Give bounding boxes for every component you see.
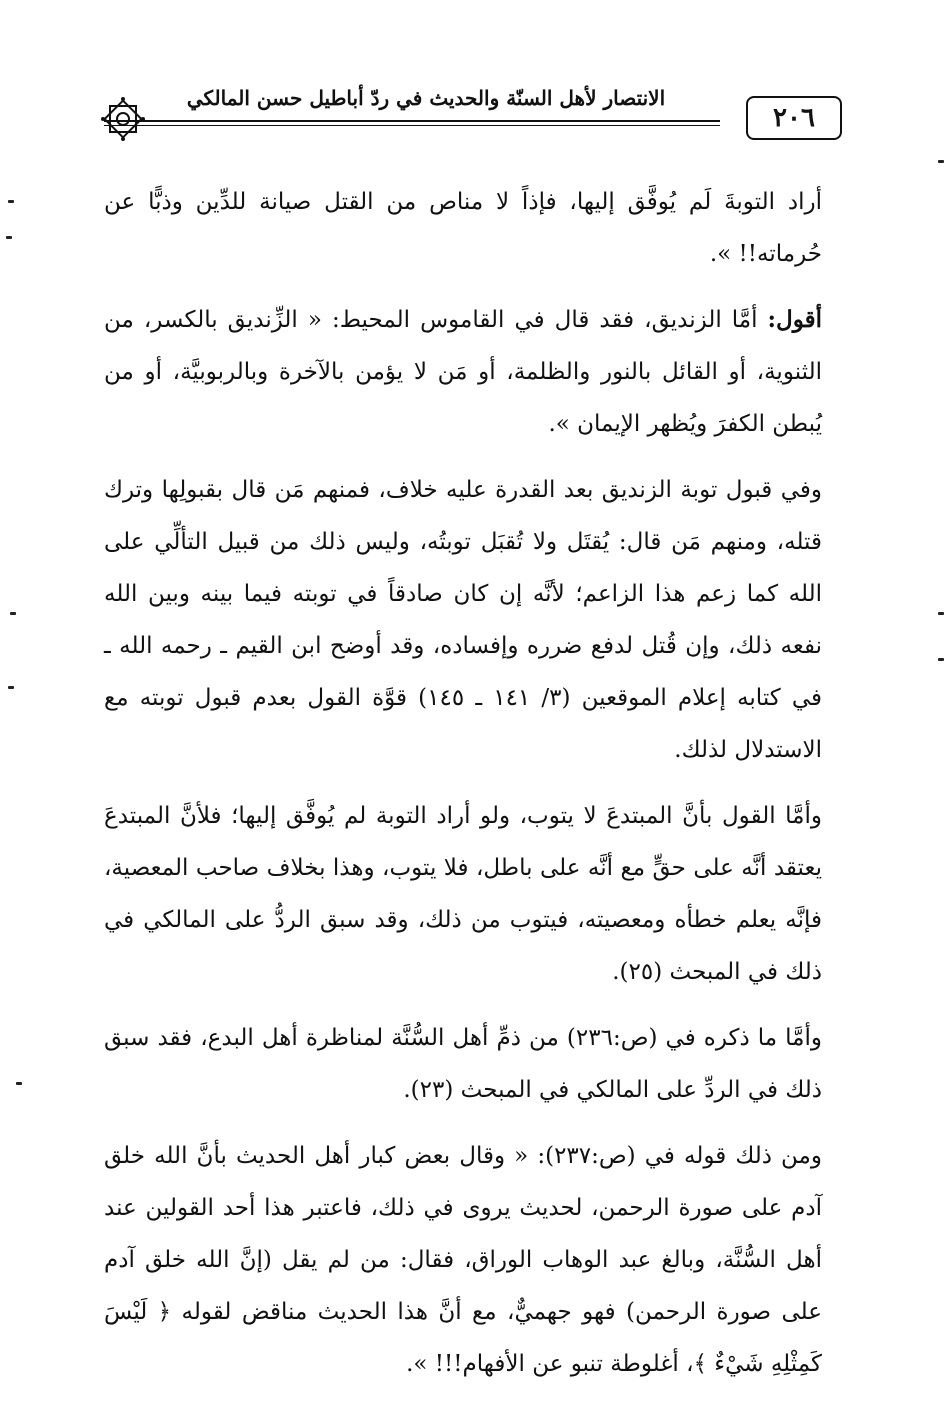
paragraph-text: أراد التوبةَ لَم يُوفَّق إليها، فإذاً لا مناص من القتل صيانة للدِّين وذبًّا عن حُرماته!! ». bbox=[104, 189, 822, 267]
paragraph-6 bbox=[104, 1130, 822, 1390]
scan-speck bbox=[16, 1082, 22, 1085]
paragraph-text: أمَّا الزنديق، فقد قال في القاموس المحيط: « الزِّنديق بالكسر، من الثنوية، أو القائل بالنور والظلمة، أو مَن لا يؤمن بالآخرة وبالربوبيَّة، أو من يُبطن الكفرَ ويُظهر الإيمان ». bbox=[104, 307, 822, 437]
header-rule-thin bbox=[104, 125, 720, 126]
main-text bbox=[104, 176, 822, 1404]
scan-speck bbox=[8, 686, 14, 689]
paragraph-5 bbox=[104, 1012, 822, 1116]
paragraph-text: ومن ذلك قوله في (ص:٢٣٧): « وقال بعض كبار أهل الحديث بأنَّ الله خلق آدم على صورة الرحمن، لحديث يروى في ذلك، فاعتبر هذا أحد القولين عند أهل السُّنَّة، وبالغ عبد الوهاب الوراق، فقال: من لم يقل (إنَّ الله خلق آدم على صورة الرحمن) فهو جهميٌّ، مع أنَّ هذا الحديث مناقض لقوله ﴿ لَيْسَ كَمِثْلِهِ شَيْءٌ ﴾، أغلوطة تنبو عن الأفهام!!! ». bbox=[104, 1143, 822, 1377]
paragraph-3 bbox=[104, 464, 822, 776]
paragraph-4 bbox=[104, 790, 822, 998]
page-number: ٢٠٦ bbox=[746, 96, 842, 140]
scan-speck bbox=[6, 236, 12, 239]
paragraph-text: وأمَّا القول بأنَّ المبتدعَ لا يتوب، ولو أراد التوبة لم يُوفَّق إليها؛ فلأنَّ المبتدعَ يعتقد أنَّه على حقٍّ مع أنَّه على باطل، فلا يتوب، وهذا بخلاف صاحب المعصية، فإنَّه يعلم خطأه ومعصيته، فيتوب من ذلك، وقد سبق الردُّ على المالكي في ذلك في المبحث (٢٥). bbox=[104, 803, 822, 985]
paragraph-text: وأمَّا ما ذكره في (ص:٢٣٦) من ذمِّ أهل السُّنَّة لمناظرة أهل البدع، فقد سبق ذلك في الردِّ على المالكي في المبحث (٢٣). bbox=[104, 1025, 822, 1103]
paragraph-2 bbox=[104, 294, 822, 450]
header-rule bbox=[104, 120, 720, 122]
scan-speck bbox=[938, 612, 944, 615]
paragraph-text: وفي قبول توبة الزنديق بعد القدرة عليه خلاف، فمنهم مَن قال بقبولِها وترك قتله، ومنهم مَن قال: يُقتَل ولا تُقبَل توبتُه، وليس ذلك من قبيل التألِّي على الله كما زعم هذا الزاعم؛ لأنَّه إن كان صادقاً في توبته فيما بينه وبين الله نفعه ذلك، وإن قُتل لدفع ضرره وإفساده، وقد أوضح ابن القيم ـ رحمه الله ـ في كتابه إعلام الموقعين (٣/ ١٤١ ـ ١٤٥) قوَّة القول بعدم قبول توبته مع الاستدلال لذلك. bbox=[104, 477, 823, 763]
scan-speck bbox=[8, 200, 14, 203]
page-header bbox=[100, 86, 840, 150]
scan-speck bbox=[938, 658, 944, 661]
scan-speck bbox=[938, 160, 944, 163]
scan-speck bbox=[10, 612, 16, 615]
running-title: الانتصار لأهل السنّة والحديث في ردّ أباطيل حسن المالكي bbox=[140, 86, 712, 110]
paragraph-1 bbox=[104, 176, 822, 280]
paragraph-lead: أقول: bbox=[767, 306, 822, 333]
